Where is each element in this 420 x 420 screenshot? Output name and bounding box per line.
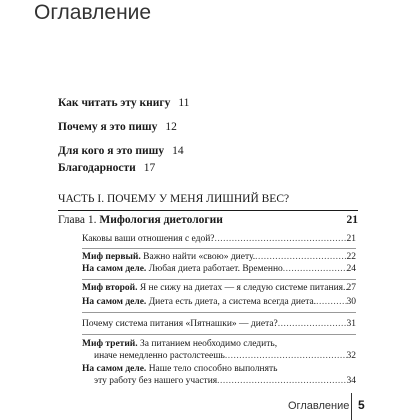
- chapter-page: 21: [346, 214, 358, 226]
- toc-entry[interactable]: [82, 283, 356, 295]
- toc-entry[interactable]: [82, 339, 356, 362]
- entry-bold: Миф третий.: [82, 339, 138, 349]
- leader-dots: [215, 234, 347, 246]
- entry-text: Каковы ваши отношения с едой?: [82, 234, 215, 244]
- entry-text-cont: иначе немедленно растолстеешь: [94, 350, 225, 361]
- entry-text-cont: эту работу без нашего участия: [94, 375, 218, 386]
- entry-text: Почему система питания «Пятнашки» — диета?: [82, 319, 278, 329]
- entry-text: Диета есть диета, а система всегда диета.: [148, 297, 317, 307]
- entry-bold: На самом деле.: [82, 297, 147, 307]
- leader-dots: [225, 351, 347, 363]
- toc-entry[interactable]: [82, 234, 356, 246]
- footer-section: Оглавление: [288, 400, 350, 412]
- entry-page: 32: [346, 350, 356, 361]
- toc-front-page: 17: [143, 162, 156, 174]
- toc-entry[interactable]: [82, 319, 356, 331]
- leader-dots: [217, 376, 346, 388]
- toc-entry[interactable]: [82, 252, 356, 264]
- toc-front-item[interactable]: [58, 145, 184, 157]
- toc-front-label: Для кого я это пишу: [58, 145, 165, 157]
- entry-bold: На самом деле.: [82, 364, 147, 374]
- entry-text: За питанием необходимо следить,: [140, 339, 278, 349]
- toc-front-label: Почему я это пишу: [58, 121, 158, 133]
- chapter-title: Мифология диетологии: [99, 214, 223, 226]
- entry-page: 24: [346, 264, 356, 274]
- entry-page: 21: [346, 234, 356, 244]
- chapter-row[interactable]: [58, 210, 358, 230]
- footer-page-number: 5: [358, 398, 365, 412]
- leader-dots: [316, 297, 346, 309]
- entry-page: 30: [346, 297, 356, 307]
- section-divider: [82, 279, 356, 280]
- toc-front-label: Как читать эту книгу: [58, 97, 171, 109]
- entry-page: 31: [346, 319, 356, 329]
- section-divider: [82, 334, 356, 335]
- toc-entry[interactable]: [82, 364, 356, 387]
- toc-front-page: 14: [172, 145, 184, 157]
- leader-dots: [283, 264, 347, 276]
- toc-front-label: Благодарности: [58, 162, 136, 174]
- section-divider: [82, 248, 356, 249]
- toc-entry[interactable]: [82, 264, 356, 276]
- page-title: Оглавление: [34, 1, 152, 24]
- entry-bold: Миф второй.: [82, 283, 138, 293]
- entry-text: Любая диета работает. Временно: [148, 264, 283, 274]
- entry-text: Я не сижу на диетах — я следую системе питания.: [139, 283, 346, 293]
- toc-front-page: 11: [178, 97, 190, 109]
- entry-page: 27: [346, 283, 356, 293]
- entry-page: 22: [346, 252, 356, 262]
- toc-front-item[interactable]: [58, 162, 155, 174]
- entry-bold: Миф первый.: [82, 252, 141, 262]
- part-heading: ЧАСТЬ I. ПОЧЕМУ У МЕНЯ ЛИШНИЙ ВЕС?: [58, 193, 290, 205]
- footer-divider: [351, 393, 352, 420]
- toc-entry[interactable]: [82, 297, 356, 309]
- toc-front-item[interactable]: [58, 97, 189, 109]
- entry-page: 34: [346, 375, 356, 386]
- chapter-prefix: Глава 1.: [58, 214, 97, 226]
- entry-text: Наше тело способно выполнять: [148, 364, 278, 374]
- toc-front-page: 12: [165, 121, 177, 133]
- leader-dots: [278, 319, 347, 331]
- section-divider: [82, 312, 356, 313]
- entry-bold: На самом деле.: [82, 264, 147, 274]
- entry-text: Важно найти «свою» диету.: [143, 252, 256, 262]
- toc-front-item[interactable]: [58, 121, 177, 133]
- leader-dots: [255, 252, 346, 264]
